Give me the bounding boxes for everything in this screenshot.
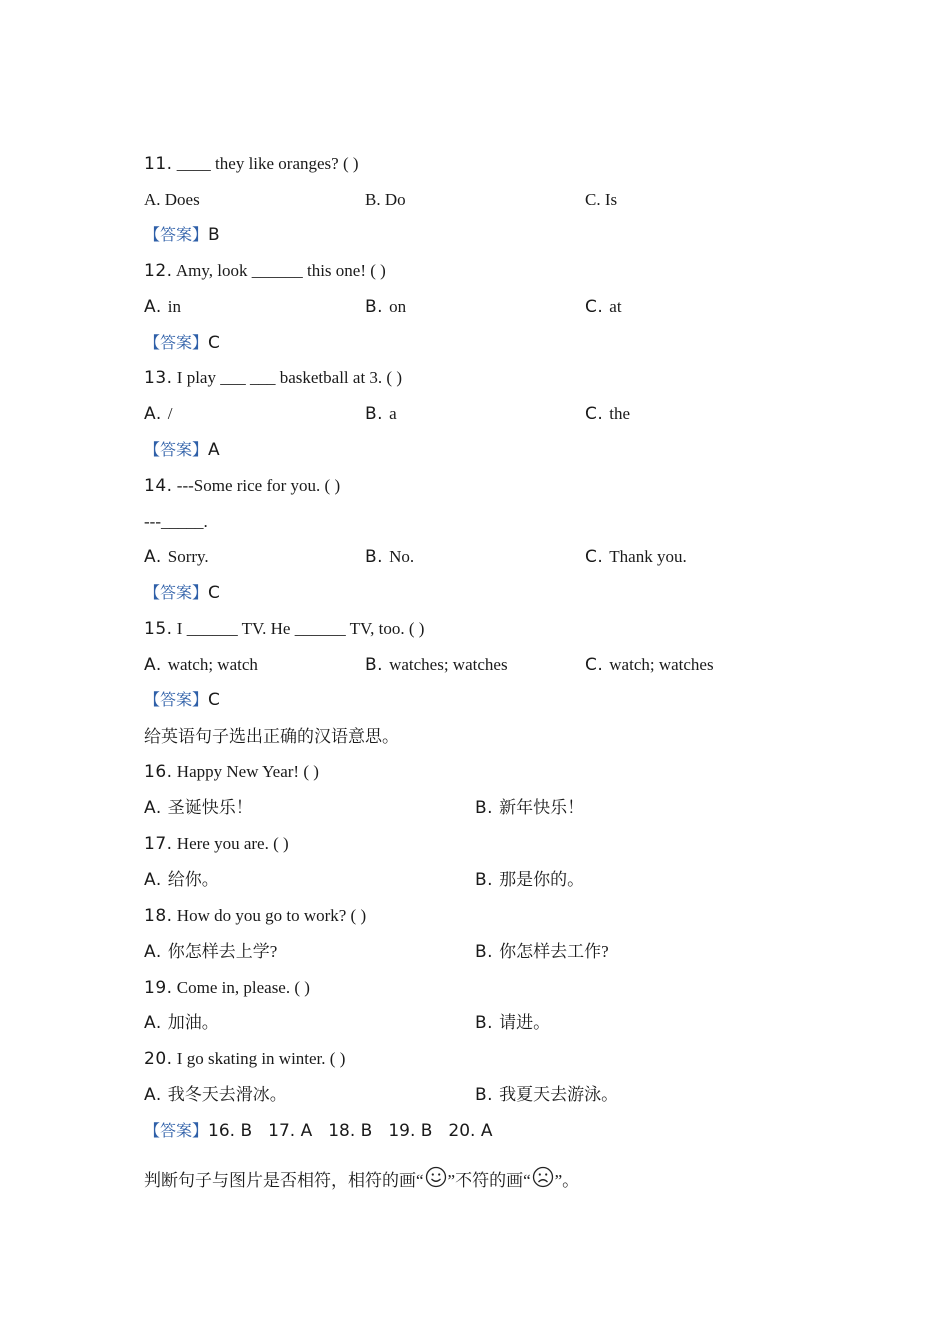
option-b: B. 请进。 (475, 1013, 551, 1033)
option-a: A. 给你。 (144, 870, 219, 890)
option-c: C. Thank you. (585, 547, 687, 567)
sad-face-icon (532, 1166, 554, 1194)
option-a: A. 圣诞快乐！ (144, 798, 253, 818)
question-number: 14. (144, 476, 173, 496)
answer-line: 【答案】B (144, 225, 220, 245)
question-text: How do you go to work? ( ) (176, 906, 367, 925)
question-number: 20. (144, 1049, 173, 1069)
question-number: 16. (144, 762, 173, 782)
question-subline: ---_____. (144, 512, 208, 531)
answer-line: 【答案】16. B 17. A 18. B 19. B 20. A (144, 1121, 493, 1141)
question-13 (144, 367, 402, 389)
question-11 (144, 153, 359, 175)
answer-line: 【答案】A (144, 440, 220, 460)
question-number: 18. (144, 906, 173, 926)
option-c: C. the (585, 404, 631, 424)
question-17 (144, 833, 289, 855)
question-16 (144, 761, 319, 783)
question-number: 15. (144, 619, 173, 639)
question-text: Happy New Year! ( ) (176, 762, 319, 781)
question-number: 19. (144, 978, 173, 998)
question-text: I play ___ ___ basketball at 3. ( ) (176, 368, 402, 387)
option-a: A. Does (144, 190, 200, 209)
answer-line: 【答案】C (144, 583, 220, 603)
option-b: B. 你怎样去工作? (475, 942, 609, 962)
question-20 (144, 1048, 345, 1070)
option-b: B. on (365, 297, 407, 317)
question-number: 17. (144, 834, 173, 854)
question-12 (144, 260, 386, 282)
answer-line: 【答案】C (144, 690, 220, 710)
question-19 (144, 977, 310, 999)
question-text: Amy, look ______ this one! ( ) (175, 261, 386, 280)
smile-face-icon (425, 1166, 447, 1194)
question-text: ---Some rice for you. ( ) (176, 476, 341, 495)
question-text: I ______ TV. He ______ TV, too. ( ) (176, 619, 425, 638)
question-text: I go skating in winter. ( ) (176, 1049, 346, 1068)
option-b: B. 我夏天去游泳。 (475, 1085, 619, 1105)
option-a: A. 我冬天去滑冰。 (144, 1085, 287, 1105)
option-a: A. in (144, 297, 181, 317)
option-c: C. at (585, 297, 622, 317)
option-b: B. 那是你的。 (475, 870, 585, 890)
option-b: B. 新年快乐！ (475, 798, 585, 818)
question-number: 11. (144, 154, 173, 174)
question-text: Here you are. ( ) (176, 834, 289, 853)
option-b: B. a (365, 404, 397, 424)
option-b: B. Do (365, 190, 406, 209)
question-text: Come in, please. ( ) (176, 978, 310, 997)
option-c: C. Is (585, 190, 618, 209)
option-b: B. watches; watches (365, 655, 508, 675)
option-a: A. 你怎样去上学? (144, 942, 278, 962)
option-a: A. 加油。 (144, 1013, 219, 1033)
option-a: A. / (144, 404, 173, 424)
question-text: ____ they like oranges? ( ) (176, 154, 359, 173)
question-number: 12. (144, 261, 173, 281)
section-instruction: 给英语句子选出正确的汉语意思。 (144, 727, 399, 746)
section-instruction: 判断句子与图片是否相符，相符的画“ ”不符的画“ ”。 (144, 1166, 579, 1194)
answer-line: 【答案】C (144, 333, 220, 353)
option-c: C. watch; watches (585, 655, 714, 675)
question-number: 13. (144, 368, 173, 388)
option-a: A. watch; watch (144, 655, 258, 675)
option-a: A. Sorry. (144, 547, 209, 567)
question-14 (144, 475, 340, 497)
question-18 (144, 905, 366, 927)
question-15 (144, 618, 424, 640)
option-b: B. No. (365, 547, 415, 567)
